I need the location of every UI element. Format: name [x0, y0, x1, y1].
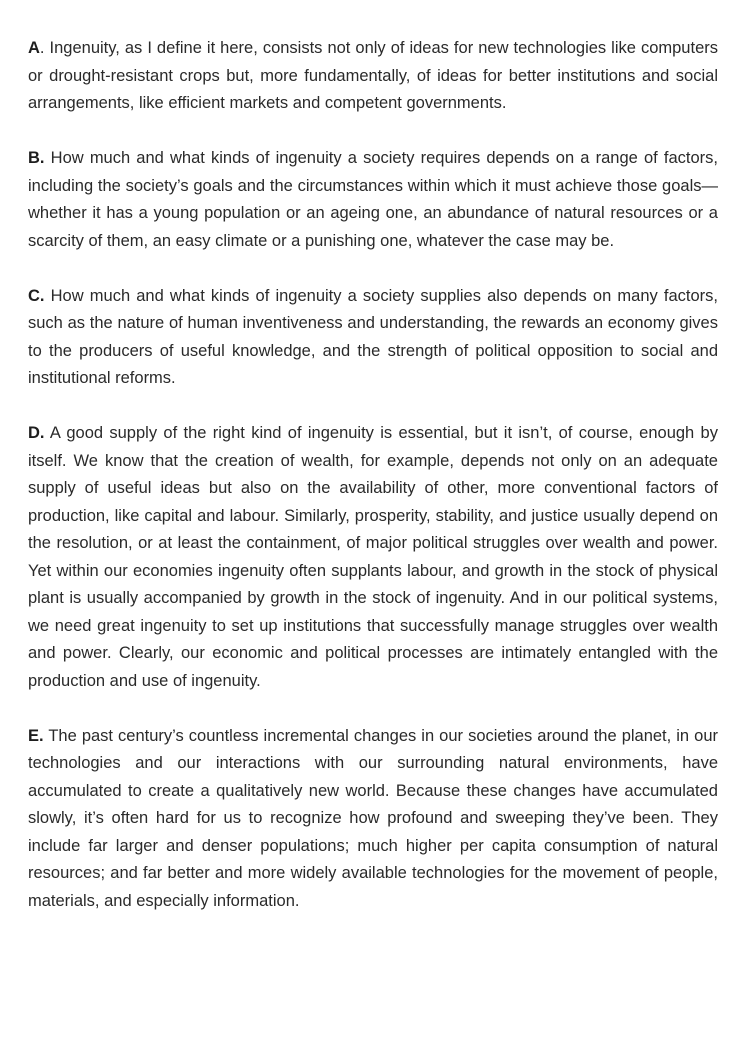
paragraph-text-d: A good supply of the right kind of ingenuity is essential, but it isn’t, of course, enough by itself. We know that the creation of wealth, for example, depends not only on an adequate supply of useful ideas but also on the availability of other, more conventional factors of production, like capital and labour. Similarly, prosperity, stability, and justice usually depend on the resolution, or at least the containment, of major political struggles over wealth and power. Yet within our economies ingenuity often supplants labour, and growth in the stock of physical plant is usually accompanied by growth in the stock of ingenuity. And in our political systems, we need great ingenuity to set up institutions that successfully manage struggles over wealth and power. Clearly, our economic and political processes are intimately entangled with the production and use of ingenuity. [28, 424, 718, 690]
paragraph-letter-b: B. [28, 149, 45, 167]
paragraph-e [28, 723, 718, 916]
paragraph-letter-c: C. [28, 286, 45, 305]
paragraph-b [28, 145, 718, 255]
paragraph-d [28, 420, 718, 695]
paragraph-letter-e: E. [28, 726, 44, 745]
paragraph-a [28, 35, 718, 118]
paragraph-text-c: How much and what kinds of ingenuity a society supplies also depends on many factors, such as the nature of human inventiveness and understanding, the rewards an economy gives to the producers of useful knowledge, and the strength of political opposition to social and institutional reforms. [28, 286, 718, 387]
paragraph-text-e: The past century’s countless incremental changes in our societies around the planet, in our technologies and our interactions with our surrounding natural environments, have accumulated to create a qualitatively new world. Because these changes have accumulated slowly, it’s often hard for us to recognize how profound and sweeping they’ve been. They include far larger and denser populations; much higher per capita consumption of natural resources; and far better and more widely available technologies for the movement of people, materials, and especially information. [28, 726, 718, 910]
paragraph-c [28, 283, 718, 393]
paragraph-text-a: Ingenuity, as I define it here, consists not only of ideas for new technologies like computers or drought-resistant crops but, more fundamentally, of ideas for better institutions and social arrangements, like efficient markets and competent governments. [28, 39, 718, 112]
paragraph-letter-a: A [28, 39, 40, 57]
paragraph-text-b: How much and what kinds of ingenuity a society requires depends on a range of factors, including the society’s goals and the circumstances within which it must achieve those goals—whether it has a young population or an ageing one, an abundance of natural resources or a scarcity of them, an easy climate or a punishing one, whatever the case may be. [28, 149, 718, 250]
paragraph-letter-d: D. [28, 424, 45, 442]
paragraph-separator-a: . [39, 39, 50, 57]
